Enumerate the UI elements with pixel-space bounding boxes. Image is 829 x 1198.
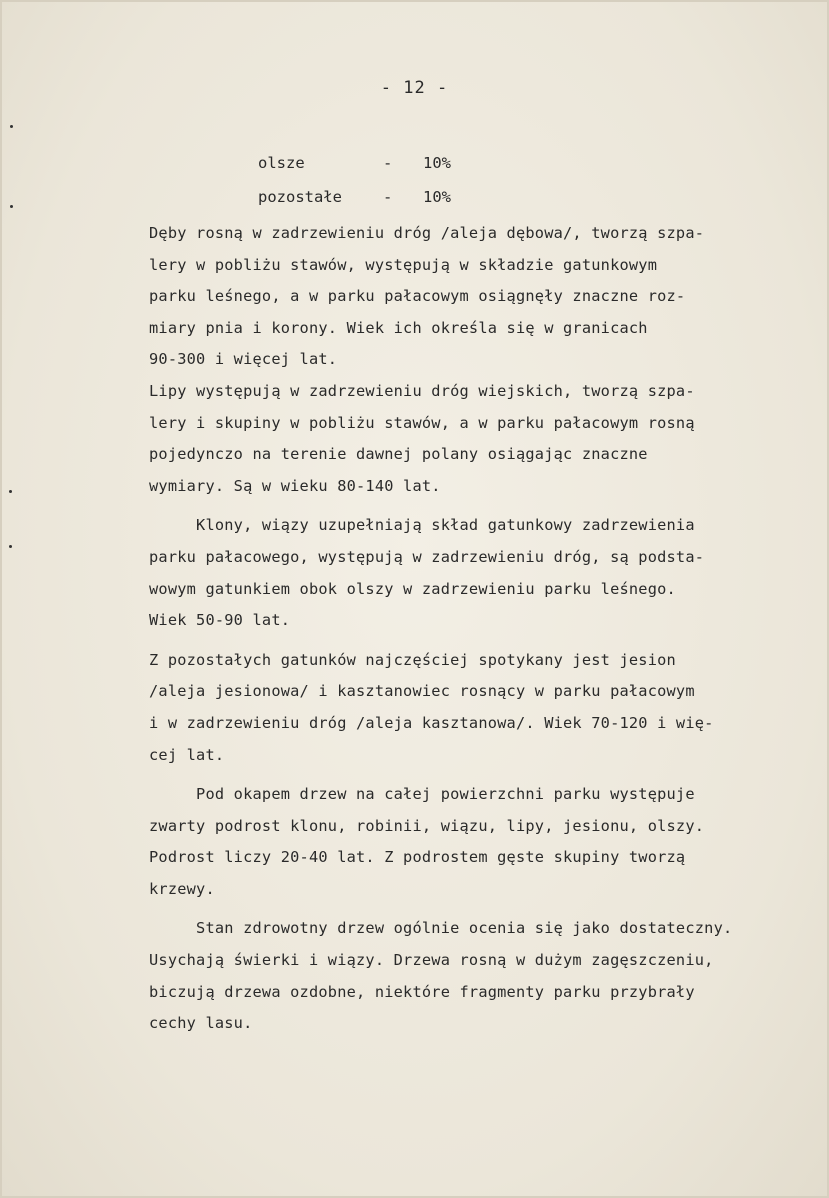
text-line: wowym gatunkiem obok olszy w zadrzewieniu parku leśnego. [149, 579, 676, 598]
text-line: /aleja jesionowa/ i kasztanowiec rosnący w parku pałacowym [149, 682, 695, 701]
text-line: Lipy występują w zadrzewieniu dróg wiejskich, tworzą szpa- [149, 381, 695, 400]
species-name: olsze [258, 154, 305, 172]
text-line: Podrost liczy 20-40 lat. Z podrostem gęste skupiny tworzą [149, 848, 686, 867]
species-percentage: 10% [423, 188, 451, 206]
paragraph-other-species [149, 645, 809, 771]
text-line: cechy lasu. [149, 1014, 253, 1033]
text-line: Pod okapem drzew na całej powierzchni parku występuje [149, 785, 695, 804]
text-line: lery w pobliżu stawów, występują w składzie gatunkowym [149, 255, 658, 274]
species-dash: - [383, 154, 393, 172]
text-line: biczują drzewa ozdobne, niektóre fragmenty parku przybrały [149, 982, 695, 1001]
text-line: Wiek 50-90 lat. [149, 611, 291, 630]
text-line: zwarty podrost klonu, robinii, wiązu, lipy, jesionu, olszy. [149, 816, 705, 835]
text-line: parku pałacowego, występują w zadrzewieniu dróg, są podsta- [149, 547, 705, 566]
species-share-list [258, 146, 483, 214]
species-dash: - [383, 188, 393, 206]
body-text [149, 218, 809, 1040]
margin-mark [9, 490, 12, 493]
text-line: Z pozostałych gatunków najczęściej spotykany jest jesion [149, 650, 676, 669]
text-line: 90-300 i więcej lat. [149, 350, 338, 369]
text-line: i w zadrzewieniu dróg /aleja kasztanowa/. Wiek 70-120 i wię- [149, 713, 714, 732]
margin-mark [9, 545, 12, 548]
text-line: Klony, wiązy uzupełniają skład gatunkowy zadrzewienia [149, 516, 695, 535]
species-row [258, 146, 483, 180]
species-name: pozostałe [258, 188, 342, 206]
text-line: krzewy. [149, 879, 215, 898]
paragraph-health-status [149, 913, 809, 1039]
species-row [258, 180, 483, 214]
text-line: cej lat. [149, 745, 225, 764]
text-line: miary pnia i korony. Wiek ich określa się w granicach [149, 318, 648, 337]
margin-mark [10, 205, 13, 208]
text-line: Dęby rosną w zadrzewieniu dróg /aleja dębowa/, tworzą szpa- [149, 224, 705, 242]
paragraph-lindens [149, 376, 809, 502]
text-line: pojedynczo na terenie dawnej polany osiągając znaczne [149, 445, 648, 464]
paragraph-undergrowth [149, 779, 809, 905]
text-line: parku leśnego, a w parku pałacowym osiągnęły znaczne roz- [149, 287, 686, 306]
text-line: Stan zdrowotny drzew ogólnie ocenia się jako dostateczny. [149, 919, 733, 938]
text-line: Usychają świerki i wiązy. Drzewa rosną w dużym zagęszczeniu, [149, 951, 714, 970]
species-percentage: 10% [423, 154, 451, 172]
text-line: lery i skupiny w pobliżu stawów, a w parku pałacowym rosną [149, 413, 695, 432]
paragraph-maples-elms [149, 510, 809, 636]
text-line: wymiary. Są w wieku 80-140 lat. [149, 476, 441, 495]
page-number: - 12 - [380, 78, 449, 98]
paragraph-oaks [149, 218, 809, 376]
margin-mark [10, 125, 13, 128]
